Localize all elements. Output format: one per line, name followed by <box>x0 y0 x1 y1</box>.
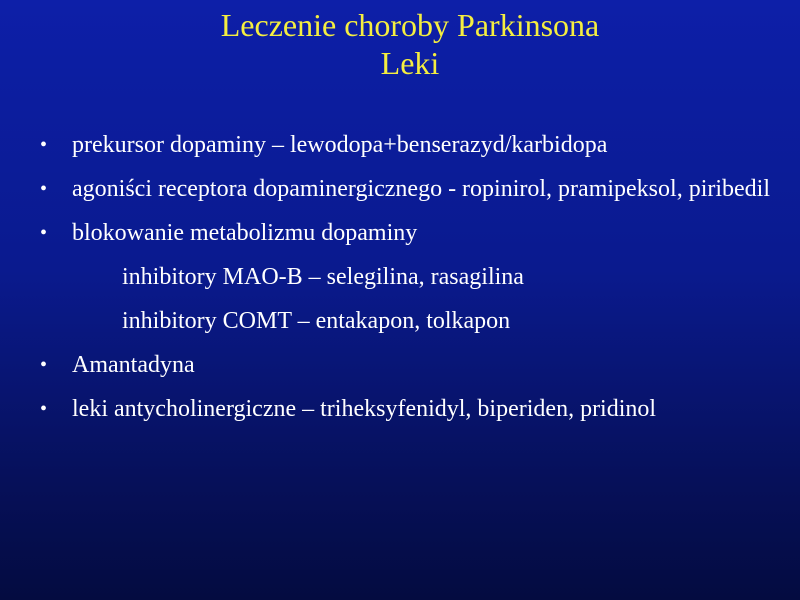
bullet-icon: • <box>40 354 48 376</box>
list-item <box>40 348 780 382</box>
sub-list-item <box>40 304 780 338</box>
bullet-list <box>40 128 780 436</box>
bullet-icon: • <box>40 398 48 420</box>
slide-title <box>0 6 800 82</box>
list-item <box>40 128 780 162</box>
list-item-text: agoniści receptora dopaminergicznego - ropinirol, pramipeksol, piribedil <box>72 176 771 202</box>
bullet-icon: • <box>40 178 48 200</box>
list-item-text: prekursor dopaminy – lewodopa+benserazyd/karbidopa <box>72 132 608 158</box>
title-line-2: Leki <box>380 45 440 81</box>
sub-list-item <box>40 260 780 294</box>
list-item <box>40 392 780 426</box>
list-item <box>40 172 780 206</box>
list-item <box>40 216 780 250</box>
list-item-text: leki antycholinergiczne – triheksyfenidyl, biperiden, pridinol <box>72 396 657 422</box>
bullet-icon: • <box>40 134 48 156</box>
title-line-1: Leczenie choroby Parkinsona <box>220 7 600 43</box>
list-item-text: Amantadyna <box>72 352 195 378</box>
sub-list-item-text: inhibitory COMT – entakapon, tolkapon <box>122 308 511 334</box>
list-item-text: blokowanie metabolizmu dopaminy <box>72 220 418 246</box>
bullet-icon: • <box>40 222 48 244</box>
sub-list-item-text: inhibitory MAO-B – selegilina, rasagilina <box>122 264 524 290</box>
